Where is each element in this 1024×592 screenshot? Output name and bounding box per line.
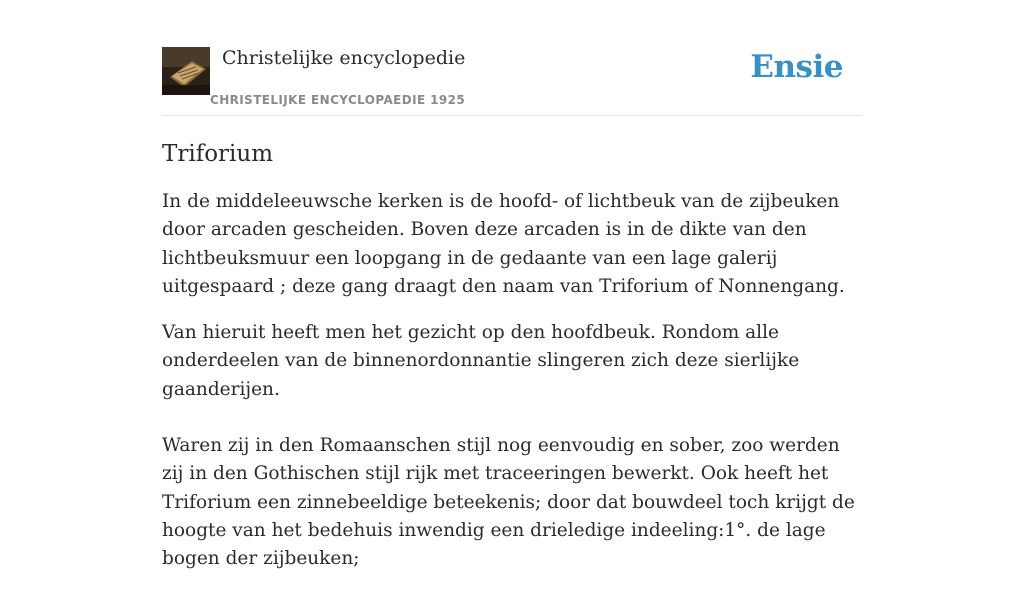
brand-logo-link[interactable]: Ensie (750, 49, 843, 85)
source-title[interactable]: Christelijke encyclopedie (222, 47, 466, 69)
article-paragraph-2: Van hieruit heeft men het gezicht op den hoofdbeuk. Rondom alle onderdeelen van de binnenordonnantie slingeren zich deze sierlijke gaanderijen. (162, 322, 800, 400)
source-header (162, 46, 862, 116)
source-subtitle: CHRISTELIJKE ENCYCLOPAEDIE 1925 (210, 93, 466, 107)
source-avatar[interactable] (162, 47, 210, 95)
article-paragraph-3: Waren zij in den Romaanschen stijl nog eenvoudig en sober, zoo werden zij in den Gothischen stijl rijk met traceeringen bewerkt. Ook heeft het Triforium een zinnebeeldige beteekenis; door dat bouwdeel toch krijgt de hoogte van het bedehuis inwendig een drieledige indeeling:1°. de lage bogen der zijbeuken; (162, 435, 855, 570)
book-thumbnail-icon (162, 47, 210, 95)
article-body (162, 138, 862, 592)
article-paragraph-1: In de middeleeuwsche kerken is de hoofd- of lichtbeuk van de zijbeuken door arcaden gescheiden. Boven deze arcaden is in de dikte van den lichtbeuksmuur een loopgang in de gedaante van een lage galerij uitgespaard ; deze gang draagt den naam van Triforium of Nonnengang. (162, 191, 845, 297)
article-title: Triforium (162, 141, 274, 167)
